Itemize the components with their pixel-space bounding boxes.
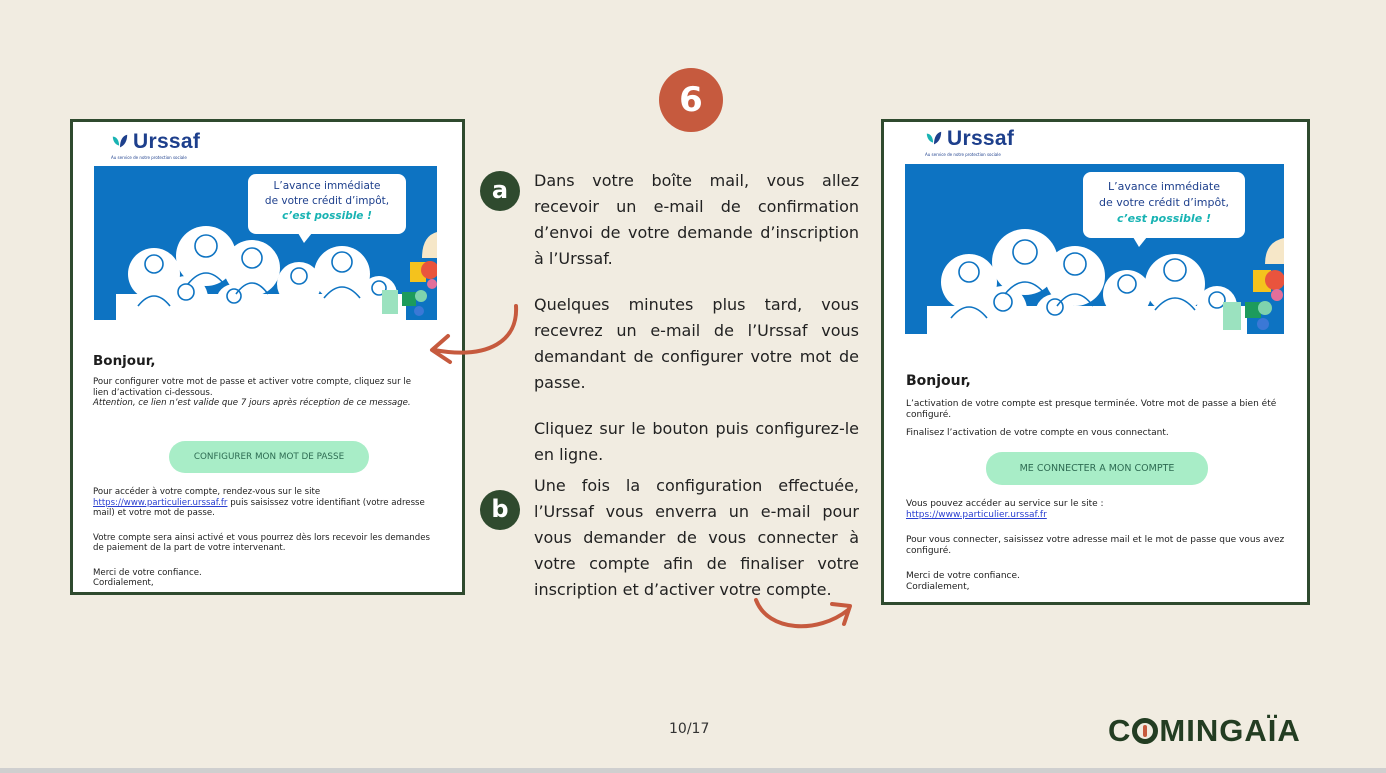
slogan-accent: c’est possible ! — [1116, 212, 1212, 225]
email-paragraph: L’activation de votre compte est presque terminée. Votre mot de passe a bien été configuré. — [906, 399, 1277, 420]
brand-suffix: MINGAÏA — [1159, 713, 1301, 748]
instruction-paragraph: Cliquez sur le bouton puis configurez-le en ligne. — [534, 419, 859, 464]
email-body-lower — [906, 499, 1291, 602]
email-paragraph: Finalisez l’activation de votre compte en vous connectant. — [906, 428, 1169, 438]
comingaia-logo — [1108, 713, 1301, 749]
email-closing: Merci de votre confiance. — [906, 571, 1020, 581]
step-a-marker: a — [480, 171, 520, 211]
email-paragraph: Votre compte sera ainsi activé et vous pourrez dès lors recevoir les demandes de paiement de la part de votre intervenant. — [93, 532, 430, 553]
email-screenshot-login — [881, 119, 1310, 605]
urssaf-logo-icon — [111, 133, 129, 151]
step-number-badge: 6 — [659, 68, 723, 132]
slogan-bubble — [248, 174, 406, 234]
urssaf-logo-text: Urssaf — [133, 130, 201, 153]
slogan-accent: c’est possible ! — [282, 210, 372, 222]
email-paragraph: Pour vous connecter, saisissez votre adresse mail et le mot de passe que vous avez configuré. — [906, 535, 1285, 556]
email-screenshot-configure-password — [70, 119, 465, 595]
urssaf-logo-icon — [925, 130, 943, 148]
urssaf-tagline: Au service de notre protection sociale — [925, 152, 1001, 157]
email-body — [93, 353, 429, 409]
page-number: 10/17 — [669, 721, 710, 737]
particulier-link[interactable]: https://www.particulier.urssaf.fr — [906, 510, 1047, 520]
arrow-to-left-email-icon — [420, 300, 530, 380]
step-a-instructions — [534, 168, 859, 488]
slogan-line-2: de votre crédit d’impôt, — [1098, 196, 1230, 209]
slogan-line-1: L’avance immédiate — [1107, 180, 1220, 193]
brand-o-icon — [1132, 718, 1158, 744]
email-banner — [905, 164, 1284, 334]
email-paragraph: Vous pouvez accéder au service sur le site : — [906, 499, 1104, 509]
slogan-bubble — [1083, 172, 1245, 238]
email-signoff: Cordialement, — [906, 582, 970, 592]
email-greeting: Bonjour, — [906, 373, 971, 389]
configure-password-button[interactable]: CONFIGURER MON MOT DE PASSE — [169, 441, 369, 473]
bottom-rule — [0, 768, 1386, 773]
brand-prefix: C — [1108, 713, 1132, 748]
urssaf-logo — [925, 127, 1015, 157]
arrow-to-right-email-icon — [748, 592, 860, 642]
email-paragraph: Pour configurer votre mot de passe et activer votre compte, cliquez sur le lien d’activation ci-dessous. — [93, 377, 412, 398]
email-banner — [94, 166, 437, 320]
step-b-marker: b — [480, 490, 520, 530]
email-closing: Merci de votre confiance. — [93, 567, 202, 578]
urssaf-logo-text: Urssaf — [947, 127, 1015, 150]
instruction-paragraph: Une fois la configuration effectuée, l’Urssaf vous enverra un e-mail pour vous demander de vous connecter à votre compte afin de finaliser votre inscription et d’activer votre compte. — [534, 476, 859, 599]
email-greeting: Bonjour, — [93, 353, 156, 369]
email-signoff: Cordialement, — [93, 578, 154, 588]
email-body — [906, 373, 1291, 439]
email-warning: Attention, ce lien n’est valide que 7 jours après réception de ce message. — [93, 398, 411, 408]
email-body-lower — [93, 487, 438, 595]
particulier-link[interactable]: https://www.particulier.urssaf.fr — [93, 497, 228, 508]
urssaf-logo — [111, 130, 201, 160]
instruction-paragraph: Dans votre boîte mail, vous allez recevoir un e-mail de confirmation d’envoi de votre demande d’inscription à l’Urssaf. — [534, 171, 859, 268]
email-paragraph: puis saisissez votre identifiant (votre adresse mail) et votre mot de passe. — [93, 497, 425, 518]
urssaf-tagline: Au service de notre protection sociale — [111, 155, 187, 160]
login-button[interactable]: ME CONNECTER A MON COMPTE — [986, 452, 1208, 485]
instruction-paragraph: Quelques minutes plus tard, vous recevrez un e-mail de l’Urssaf vous demandant de configurer votre mot de passe. — [534, 295, 859, 392]
slogan-line-2: de votre crédit d’impôt, — [264, 195, 390, 207]
slogan-line-1: L’avance immédiate — [273, 180, 381, 192]
email-paragraph: Pour accéder à votre compte, rendez-vous sur le site — [93, 487, 321, 497]
